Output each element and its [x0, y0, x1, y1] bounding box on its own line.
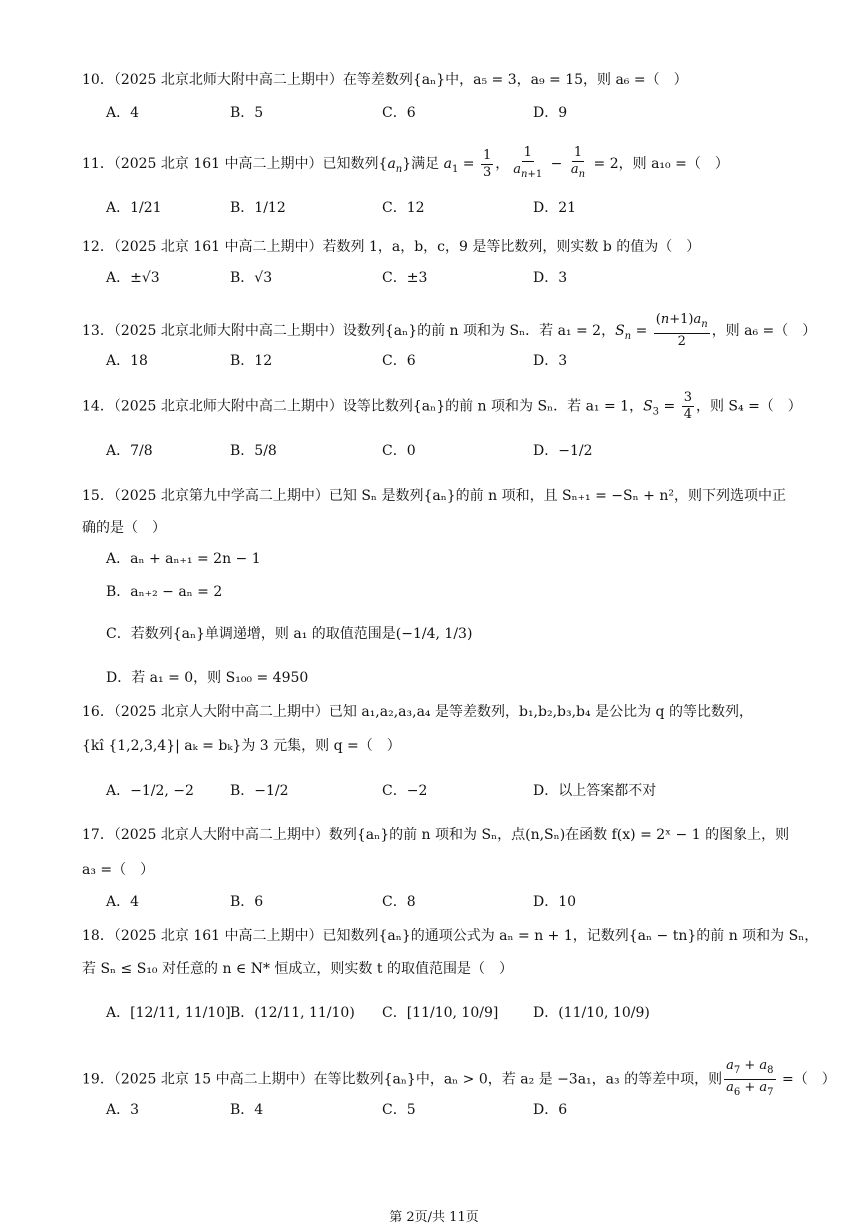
option-d: D．(11/10, 10/9)	[533, 1005, 650, 1021]
question-14-stem: 14．（2025 北京北师大附中高二上期中）设等比数列{aₙ}的前 n 项和为 Sₙ．若 a₁ = 1，$S_3$ = $\frac{3}{4}$ ，则 S₄ =（ ）	[82, 390, 802, 422]
question-13-stem-text: 13．（2025 北京北师大附中高二上期中）设数列{aₙ}的前 n 项和为 Sₙ．若 a₁ = 2，	[82, 323, 616, 339]
option-b: B．1/12	[230, 200, 286, 216]
option-b: B．(12/11, 11/10)	[230, 1005, 355, 1021]
option-c: C．[11/10, 10/9]	[382, 1005, 499, 1021]
question-13-stem: 13．（2025 北京北师大附中高二上期中）设数列{aₙ}的前 n 项和为 Sₙ．若 a₁ = 2，$S_n$ = $\frac{(n+1)a_n}{2}$ ，则 a₆ =（ ）	[82, 312, 817, 349]
question-15-stem-cont: 确的是（ ）	[82, 520, 166, 536]
question-16-stem: 16．（2025 北京人大附中高二上期中）已知 a₁,a₂,a₃,a₄ 是等差数列，b₁,b₂,b₃,b₄ 是公比为 q 的等比数列，	[82, 704, 753, 720]
question-11-stem-text: 11．（2025 北京 161 中高二上期中）已知数列	[82, 156, 379, 172]
option-b: B．aₙ₊₂ − aₙ = 2	[106, 584, 223, 600]
option-b: B．√3	[230, 270, 273, 286]
option-d: D．3	[533, 270, 568, 286]
option-d: D．21	[533, 200, 577, 216]
option-a: A．±√3	[106, 270, 160, 286]
question-13-stem-end: ，则 a₆ =（ ）	[711, 323, 817, 339]
option-a: A．3	[106, 1102, 140, 1118]
question-10-stem: 10．（2025 北京北师大附中高二上期中）在等差数列{aₙ}中，a₅ = 3，a₉ = 15，则 a₆ =（ ）	[82, 72, 688, 88]
fraction: $\frac{3}{4}$	[683, 390, 692, 422]
question-19-stem	[82, 1058, 836, 1101]
question-18-stem-cont: 若 Sₙ ≤ S₁₀ 对任意的 n ∈ N* 恒成立，则实数 t 的取值范围是（ ）	[82, 961, 513, 977]
question-19-stem-text: 19．（2025 北京 15 中高二上期中）在等比数列{aₙ}中，aₙ > 0，若 a₂ 是 −3a₁，a₃ 的等差中项，则	[82, 1071, 723, 1088]
option-a: A．1/21	[106, 200, 162, 216]
option-c: C．8	[382, 894, 416, 910]
question-18-stem: 18．（2025 北京 161 中高二上期中）已知数列{aₙ}的通项公式为 aₙ = n + 1，记数列{aₙ − tn}的前 n 项和为 Sₙ，	[82, 928, 819, 944]
question-14-stem-text: 14．（2025 北京北师大附中高二上期中）设等比数列{aₙ}的前 n 项和为 Sₙ．若 a₁ = 1，	[82, 398, 644, 415]
fraction: $\frac{1}{a_{n+1}}$	[513, 145, 543, 180]
option-d: D．−1/2	[533, 443, 593, 459]
option-c: C．若数列{aₙ}单调递增，则 a₁ 的取值范围是(−1/4, 1/3)	[106, 626, 473, 642]
option-d: D．10	[533, 894, 577, 910]
option-c: C．0	[382, 443, 416, 459]
fraction: $\frac{1}{a_n}$	[570, 145, 586, 180]
option-a: A．−1/2, −2	[106, 783, 194, 799]
question-19-stem-end: =（ ）	[777, 1071, 836, 1088]
fraction: $\frac{1}{3}$	[482, 147, 492, 180]
option-c: C．−2	[382, 783, 428, 799]
option-d: D．以上答案都不对	[533, 783, 657, 799]
fraction: $\frac{(n+1)a_n}{2}$	[655, 312, 708, 349]
option-a: A．aₙ + aₙ₊₁ = 2n − 1	[106, 551, 261, 567]
option-d: D．3	[533, 353, 568, 369]
question-12-stem: 12．（2025 北京 161 中高二上期中）若数列 1，a，b，c，9 是等比数列，则实数 b 的值为（ ）	[82, 239, 701, 255]
question-15-stem: 15．（2025 北京第九中学高二上期中）已知 Sₙ 是数列{aₙ}的前 n 项和，且 Sₙ₊₁ = −Sₙ + n²，则下列选项中正	[82, 488, 786, 504]
option-b: B．5	[230, 105, 264, 121]
question-17-stem: 17．（2025 北京人大附中高二上期中）数列{aₙ}的前 n 项和为 Sₙ，点(n,Sₙ)在函数 f(x) = 2ˣ − 1 的图象上，则	[82, 827, 790, 843]
option-a: A．7/8	[106, 443, 153, 459]
option-c: C．6	[382, 353, 416, 369]
option-a: A．4	[106, 894, 140, 910]
option-c: C．5	[382, 1102, 416, 1118]
question-16-stem-cont: {kî {1,2,3,4}| aₖ = bₖ}为 3 元集，则 q =（ ）	[82, 738, 401, 754]
option-b: B．12	[230, 353, 273, 369]
question-17-stem-cont: a₃ =（ ）	[82, 862, 155, 878]
option-d: D．6	[533, 1102, 568, 1118]
option-a: A．4	[106, 105, 140, 121]
option-d: D．若 a₁ = 0，则 S₁₀₀ = 4950	[106, 670, 309, 686]
page-number-footer: 第 2页/共 11页	[389, 1210, 479, 1225]
option-b: B．4	[230, 1102, 264, 1118]
option-c: C．±3	[382, 270, 428, 286]
option-c: C．12	[382, 200, 425, 216]
option-a: A．18	[106, 353, 148, 369]
option-b: B．5/8	[230, 443, 277, 459]
option-d: D．9	[533, 105, 568, 121]
question-11-stem-end: ，则 a₁₀ =（ ）	[618, 156, 729, 172]
option-a: A．[12/11, 11/10]	[106, 1005, 231, 1021]
question-14-stem-end: ，则 S₄ =（ ）	[695, 398, 802, 415]
option-c: C．6	[382, 105, 416, 121]
fraction: $\frac{a_7 + a_8}{a_6 + a_7}$	[726, 1058, 774, 1098]
option-b: B．6	[230, 894, 264, 910]
question-11-stem: 11．（2025 北京 161 中高二上期中）已知数列$\{a_n\}$满足 $a_1$ = $\frac{1}{3}$ ， $\frac{1}{a_{n+1}}$ − $\frac{1}{a_n}$ = 2，则 a₁₀ =（ ）	[82, 145, 729, 183]
option-b: B．−1/2	[230, 783, 289, 799]
